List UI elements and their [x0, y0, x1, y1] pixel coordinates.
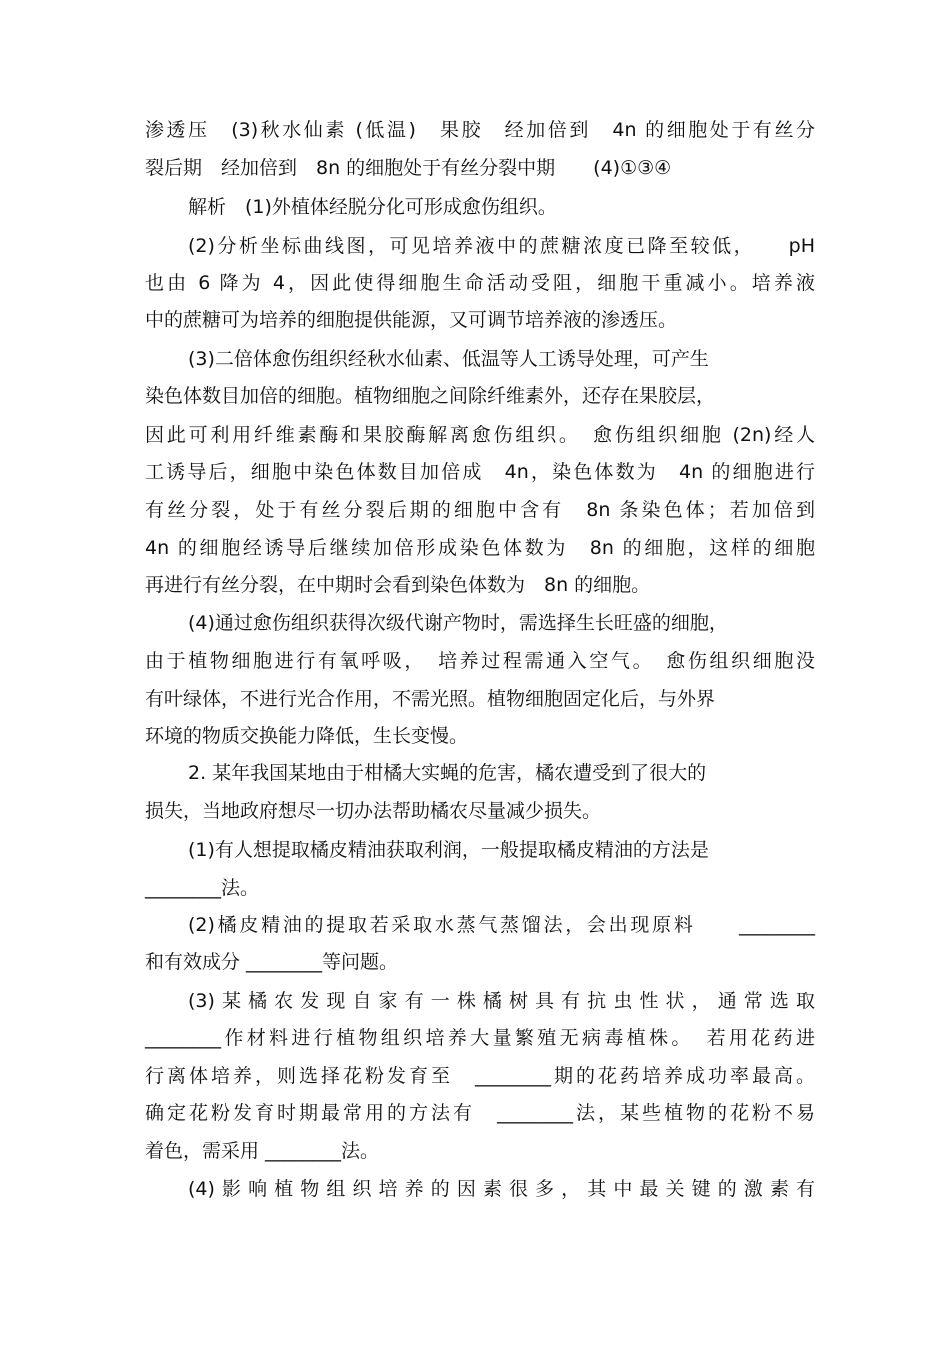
text-line: 着色，需采用 ________法。: [145, 1140, 380, 1162]
text-line: 损失，当地政府想尽一切办法帮助橘农尽量减少损失。: [145, 800, 602, 822]
text-line: 有叶绿体，不进行光合作用，不需光照。植物细胞固定化后，与外界: [145, 688, 716, 710]
text-line: ________作材料进行植物组织培养大量繁殖无病毒植株。 若用花药进: [145, 1027, 815, 1049]
text-line: 确定花粉发育时期最常用的方法有 ________法，某些植物的花粉不易: [145, 1102, 815, 1124]
text-line: 也由 6 降为 4，因此使得细胞生命活动受阻，细胞干重减小。培养液: [145, 272, 815, 294]
text-line: 染色体数目加倍的细胞。植物细胞之间除纤维素外，还存在果胶层，: [145, 385, 716, 407]
text-line: (3)某橘农发现自家有一株橘树具有抗虫性状，通常选取: [188, 990, 815, 1012]
text-line: 和有效成分 ________等问题。: [145, 951, 399, 973]
text-line: 解析 (1)外植体经脱分化可形成愈伤组织。: [188, 196, 557, 218]
text-line: 行离体培养，则选择花粉发育至 ________期的花药培养成功率最高。: [145, 1065, 815, 1087]
text-line: 渗透压 (3)秋水仙素 (低温) 果胶 经加倍到 4n 的细胞处于有丝分: [145, 119, 815, 141]
text-line: 裂后期 经加倍到 8n 的细胞处于有丝分裂中期 (4)①③④: [145, 157, 672, 179]
text-line: 有丝分裂，处于有丝分裂后期的细胞中含有 8n 条染色体；若加倍到: [145, 499, 815, 521]
text-line: (1)有人想提取橘皮精油获取利润，一般提取橘皮精油的方法是: [188, 839, 709, 861]
text-line: (2)分析坐标曲线图，可见培养液中的蔗糖浓度已降至较低， pH: [188, 235, 815, 257]
text-line: 中的蔗糖可为培养的细胞提供能源，又可调节培养液的渗透压。: [145, 309, 678, 331]
text-line: 再进行有丝分裂，在中期时会看到染色体数为 8n 的细胞。: [145, 574, 651, 596]
text-line: (4)影响植物组织培养的因素很多，其中最关键的激素有: [188, 1178, 815, 1200]
text-line: 由于植物细胞进行有氧呼吸， 培养过程需通入空气。 愈伤组织细胞没: [145, 650, 815, 672]
text-line: (4)通过愈伤组织获得次级代谢产物时，需选择生长旺盛的细胞，: [188, 612, 728, 634]
text-line: 4n 的细胞经诱导后继续加倍形成染色体数为 8n 的细胞，这样的细胞: [145, 537, 815, 559]
text-line: 环境的物质交换能力降低，生长变慢。: [145, 725, 469, 747]
text-line: 2. 某年我国某地由于柑橘大实蝇的危害，橘农遭受到了很大的: [188, 762, 707, 784]
text-line: (2)橘皮精油的提取若采取水蒸气蒸馏法，会出现原料 ________: [188, 914, 815, 936]
text-line: 因此可利用纤维素酶和果胶酶解离愈伤组织。 愈伤组织细胞 (2n)经人: [145, 424, 815, 446]
text-line: (3)二倍体愈伤组织经秋水仙素、低温等人工诱导处理，可产生: [188, 348, 709, 370]
text-line: ________法。: [145, 877, 260, 899]
text-line: 工诱导后，细胞中染色体数目加倍成 4n，染色体数为 4n 的细胞进行: [145, 461, 815, 483]
